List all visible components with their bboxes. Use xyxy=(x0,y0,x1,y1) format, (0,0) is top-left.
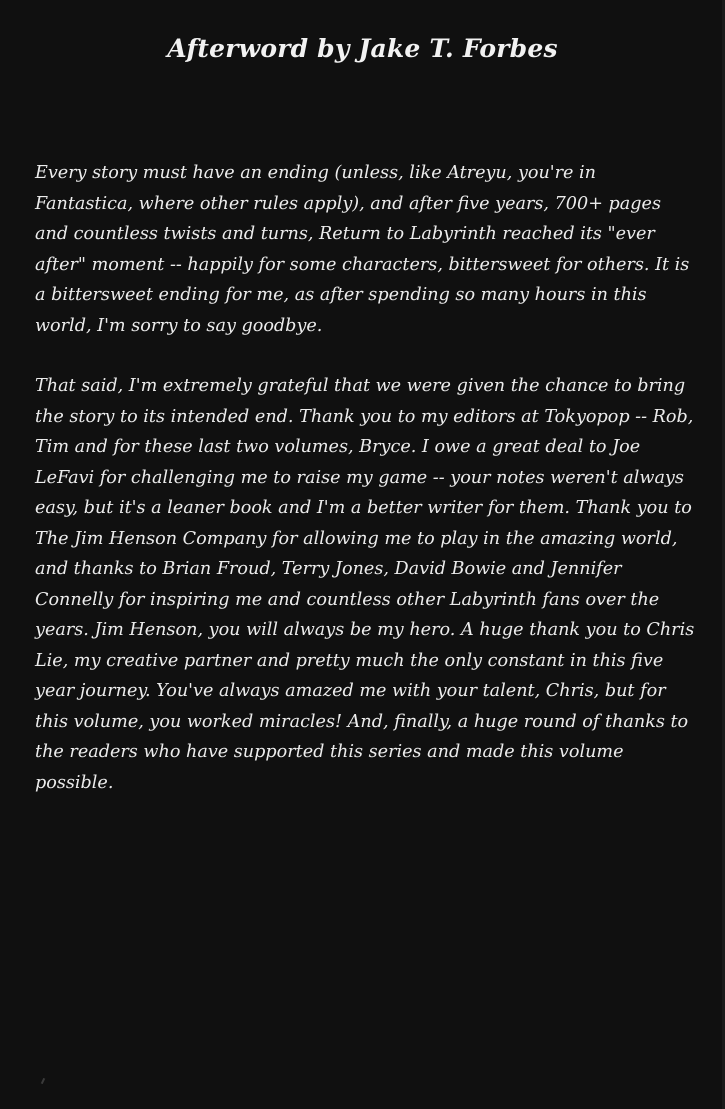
paragraph-1: Every story must have an ending (unless, like Atreyu, you're in Fantastica, where other rules apply), and after five years, 700+ pages and countless twists and turns, Return to Labyrinth reached its "ever after" moment -- happily for some characters, bittersweet for others. It is a bittersweet ending for me, as after spending so many hours in this world, I'm sorry to say goodbye. xyxy=(35,163,690,336)
paragraph-2: That said, I'm extremely grateful that we were given the chance to bring the story to its intended end. Thank you to my editors at Tokyopop -- Rob, Tim and for these last two volumes, Bryce. I owe a great deal to Joe LeFavi for challenging me to raise my game -- your notes weren't always easy, but it's a leaner book and I'm a better writer for them. Thank you to The Jim Henson Company for allowing me to play in the amazing world, and thanks to Brian Froud, Terry Jones, David Bowie and Jennifer Connelly for inspiring me and countless other Labyrinth fans over the years. Jim Henson, you will always be my hero. A huge thank you to Chris Lie, my creative partner and pretty much the only constant in this five year journey. You've always amazed me with your talent, Chris, but for this volume, you worked miracles! And, finally, a huge round of thanks to the readers who have supported this series and made this volume possible. xyxy=(35,376,695,793)
paper-speck xyxy=(41,1078,45,1084)
page-title: Afterword by Jake T. Forbes xyxy=(167,34,558,63)
afterword-body xyxy=(35,158,695,798)
